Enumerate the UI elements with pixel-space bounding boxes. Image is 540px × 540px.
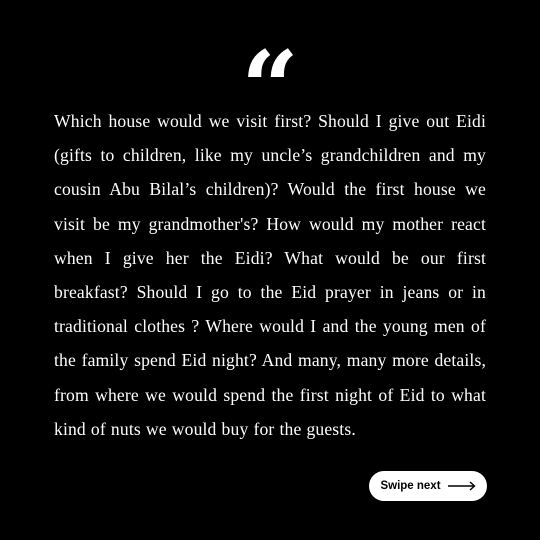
arrow-right-icon bbox=[448, 481, 476, 491]
swipe-next-button[interactable] bbox=[369, 471, 487, 501]
quote-text: Which house would we visit first? Should I give out Eidi (gifts to children, like my uncle’s grandchildren and my cousin Abu Bilal’s children)? Would the first house we visit be my grandmother's? How would my mother react when I give her the Eidi? What would be our first breakfast? Should I go to the Eid prayer in jeans or in traditional clothes ? Where would I and the young men of the family spend Eid night? And many, many more details, from where we would spend the first night of Eid to what kind of nuts we would buy for the guests. bbox=[54, 111, 486, 439]
quote-mark-icon: “ bbox=[241, 38, 299, 100]
swipe-next-label: Swipe next bbox=[380, 480, 441, 492]
